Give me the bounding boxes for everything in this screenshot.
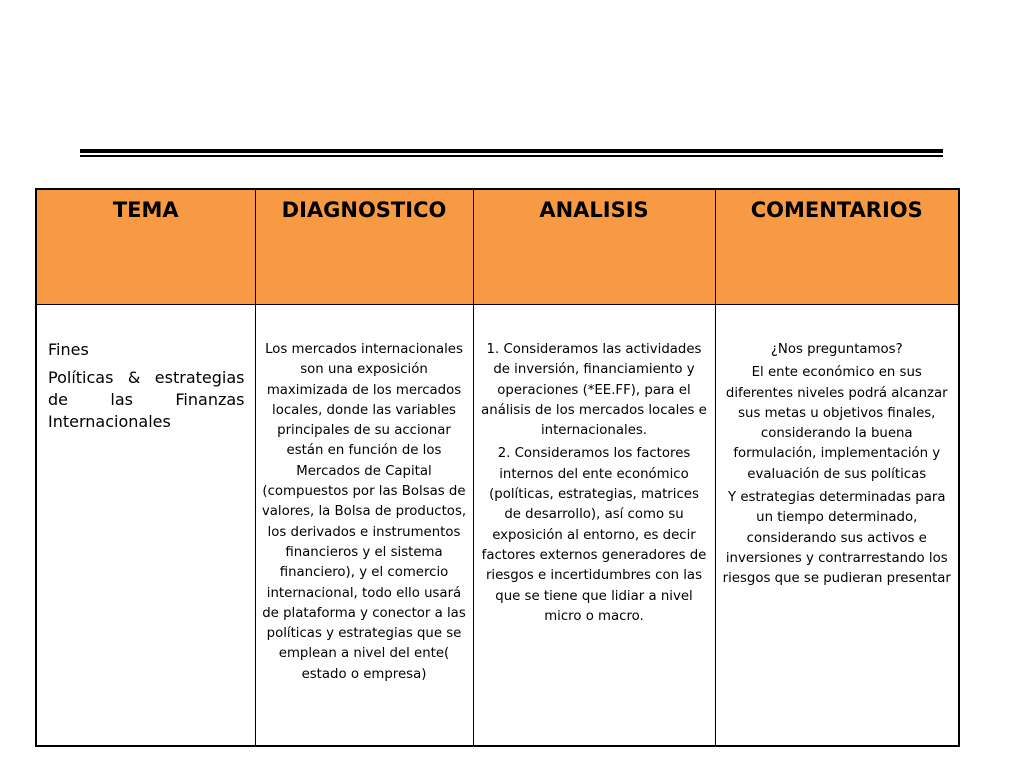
comentarios-question: ¿Nos preguntamos?: [770, 342, 903, 357]
header-tema: TEMA: [36, 189, 255, 305]
title-divider-thin: [80, 155, 943, 157]
tema-fines: Fines: [48, 340, 89, 359]
analisis-point-2: 2. Consideramos los factores internos del ente económico (políticas, estrategias, matrices de desarrollo), así como su exposición al entorno, es decir factores externos generadores de riesgos e incertidumbres con las que se tiene que lidiar a nivel micro o macro.: [481, 446, 707, 624]
analysis-table: [35, 188, 960, 747]
header-row: [36, 189, 959, 305]
diagnostico-text: Los mercados internacionales son una exposición maximizada de los mercados locales, donde las variables principales de su accionar están en función de los Mercados de Capital (compuestos por las Bolsas de valores, la Bolsa de productos, los derivados e instrumentos financieros y el sistema financiero), y el comercio internacional, todo ello usará de plataforma y conector a las políticas y estrategias que se emplean a nivel del ente( estado o empresa): [261, 342, 467, 682]
cell-analisis: [473, 305, 715, 747]
analisis-point-1: 1. Consideramos las actividades de inversión, financiamiento y operaciones (*EE.FF), para el análisis de los mercados locales e internacionales.: [481, 342, 707, 439]
content-row: [36, 305, 959, 747]
cell-tema: [36, 305, 255, 747]
comentarios-para-1: El ente económico en sus diferentes niveles podrá alcanzar sus metas u objetivos finales, considerando la buena formulación, implementación y evaluación de sus políticas: [725, 365, 948, 482]
tema-politicas: Políticas & estrategias de las Finanzas Internacionales: [48, 368, 245, 431]
header-analisis: ANALISIS: [473, 189, 715, 305]
cell-comentarios: [715, 305, 959, 747]
comentarios-para-2: Y estrategias determinadas para un tiempo determinado, considerando sus activos e inversiones y contrarrestando los riesgos que se pudieran presentar: [722, 490, 951, 587]
title-divider-thick: [80, 149, 943, 153]
header-diagnostico: DIAGNOSTICO: [255, 189, 473, 305]
cell-diagnostico: [255, 305, 473, 747]
header-comentarios: COMENTARIOS: [715, 189, 959, 305]
